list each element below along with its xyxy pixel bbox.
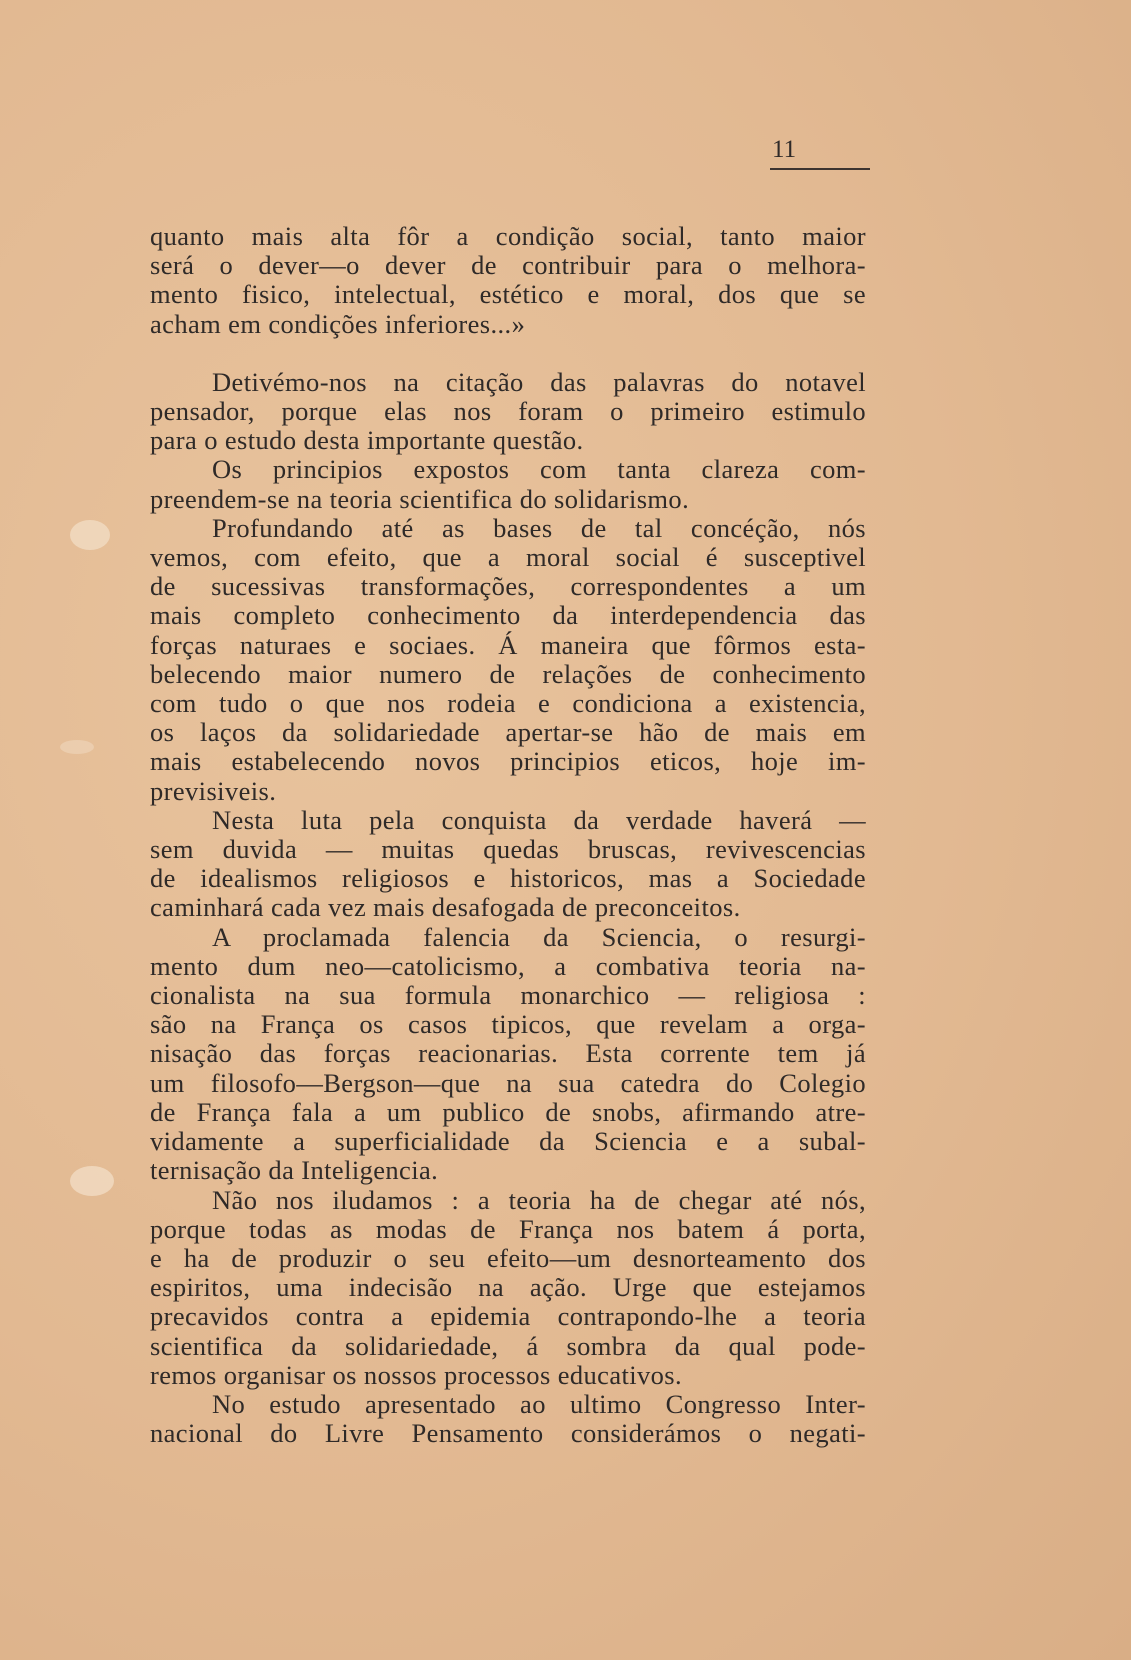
- text-line: Nesta luta pela conquista da verdade haverá —: [212, 804, 866, 835]
- text-line: os laços da solidariedade apertar-se hão de mais em: [150, 717, 866, 748]
- text-line: Profundando até as bases de tal concéção, nós: [212, 512, 866, 543]
- text-line: nacional do Livre Pensamento considerámos o negati-: [150, 1418, 866, 1449]
- text-line: scientifica da solidariedade, á sombra da qual pode-: [150, 1330, 866, 1361]
- text-line: pensador, porque elas nos foram o primeiro estimulo: [150, 396, 866, 427]
- text-line: Não nos iludamos : a teoria ha de chegar até nós,: [212, 1184, 866, 1215]
- text-line: nisação das forças reacionarias. Esta corrente tem já: [150, 1038, 866, 1069]
- text-line: de idealismos religiosos e historicos, mas a Sociedade: [150, 863, 866, 894]
- text-line: vidamente a superficialidade da Sciencia e a subal-: [150, 1126, 866, 1157]
- page-number: 11: [772, 136, 797, 163]
- text-line: cionalista na sua formula monarchico — religiosa :: [150, 980, 866, 1011]
- text-line: ternisação da Inteligencia.: [150, 1155, 439, 1186]
- text-line: e ha de produzir o seu efeito—um desnorteamento dos: [150, 1242, 866, 1273]
- text-line: mento fisico, intelectual, estético e moral, dos que se: [150, 279, 866, 310]
- text-line: vemos, com efeito, que a moral social é susceptivel: [150, 542, 866, 573]
- text-line: previsiveis.: [150, 775, 277, 806]
- text-line: mais estabelecendo novos principios eticos, hoje im-: [150, 746, 866, 777]
- binding-hole-bottom: [70, 1166, 114, 1196]
- text-line: para o estudo desta importante questão.: [150, 425, 584, 456]
- paragraph-gap: [150, 339, 866, 368]
- text-line: com tudo o que nos rodeia e condiciona a existencia,: [150, 688, 866, 719]
- text-line: mais completo conhecimento da interdependencia das: [150, 600, 866, 631]
- text-line: espiritos, uma indecisão na ação. Urge que estejamos: [150, 1272, 866, 1303]
- text-line: porque todas as modas de França nos batem á porta,: [150, 1213, 866, 1244]
- body-text: [150, 222, 866, 1448]
- text-line: de sucessivas transformações, correspondentes a um: [150, 571, 866, 602]
- text-line: No estudo apresentado ao ultimo Congresso Inter-: [212, 1388, 866, 1419]
- text-line: mento dum neo—catolicismo, a combativa teoria na-: [150, 950, 866, 981]
- text-line: Detivémo-nos na citação das palavras do notavel: [212, 366, 866, 397]
- text-line: A proclamada falencia da Sciencia, o resurgi-: [212, 921, 866, 952]
- text-line: de França fala a um publico de snobs, afirmando atre-: [150, 1096, 866, 1127]
- text-line: são na França os casos tipicos, que revelam a orga-: [150, 1009, 866, 1040]
- page-number-rule: [770, 168, 870, 170]
- text-line: acham em condições inferiores...»: [150, 308, 526, 339]
- text-line: remos organisar os nossos processos educativos.: [150, 1359, 683, 1390]
- text-line: belecendo maior numero de relações de conhecimento: [150, 658, 866, 689]
- text-line: preendem-se na teoria scientifica do solidarismo.: [150, 483, 690, 514]
- text-line: quanto mais alta fôr a condição social, tanto maior: [150, 221, 866, 251]
- binding-hole-middle: [60, 740, 94, 754]
- text-line: forças naturaes e sociaes. Á maneira que fôrmos esta-: [150, 629, 866, 660]
- binding-hole-top: [70, 520, 110, 550]
- text-line: caminhará cada vez mais desafogada de preconceitos.: [150, 892, 741, 923]
- text-line: precavidos contra a epidemia contrapondo-lhe a teoria: [150, 1301, 866, 1332]
- text-line: um filosofo—Bergson—que na sua catedra do Colegio: [150, 1067, 866, 1098]
- text-line: Os principios expostos com tanta clareza com-: [212, 454, 866, 485]
- text-line: será o dever—o dever de contribuir para o melhora-: [150, 250, 866, 281]
- text-line: sem duvida — muitas quedas bruscas, revivescencias: [150, 834, 866, 865]
